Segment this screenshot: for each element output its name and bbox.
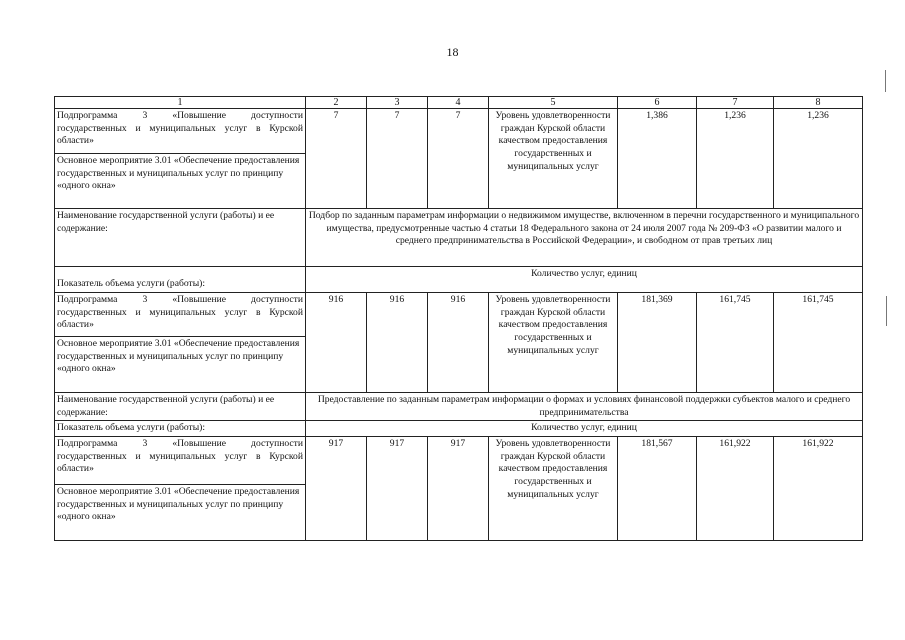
service-label-cell: Наименование государственной услуги (работы) и ее содержание:: [55, 209, 306, 267]
value-cell: 916: [367, 293, 428, 393]
subprogram-cell: Подпрограмма 3 «Повышение доступности государственных и муниципальных услуг в Курской области»: [55, 109, 306, 154]
value-cell: 1,236: [697, 109, 774, 209]
header-cell: 4: [428, 97, 489, 109]
value-cell: 917: [367, 436, 428, 540]
page-number: 18: [446, 45, 459, 59]
measure-cell: Основное мероприятие 3.01 «Обеспечение предоставления государственных и муниципальных услуг по принципу «одного окна»: [55, 337, 306, 393]
value-cell: 1,236: [774, 109, 863, 209]
scan-edge-mark: [885, 70, 886, 92]
value-cell: 916: [428, 293, 489, 393]
header-cell: 1: [55, 97, 306, 109]
table-row: [55, 267, 863, 293]
subprogram-cell: Подпрограмма 3 «Повышение доступности государственных и муниципальных услуг в Курской области»: [55, 436, 306, 484]
service-description-cell: Подбор по заданным параметрам информации о недвижимом имуществе, включенном в перечни государственного и муниципального имущества, предусмотренные частью 4 статьи 18 Федерального закона от 24 июля 2007 года № 209-ФЗ «О развитии малого и среднего предпринимательства в Российской Федерации», и свободном от прав третьих лиц: [306, 209, 863, 267]
value-cell: 917: [306, 436, 367, 540]
table-row: [55, 421, 863, 437]
header-cell: 7: [697, 97, 774, 109]
service-description-cell: Предоставление по заданным параметрам информации о формах и условиях финансовой поддержки субъектов малого и среднего предпринимательства: [306, 393, 863, 421]
header-cell: 2: [306, 97, 367, 109]
value-cell: 1,386: [618, 109, 697, 209]
header-cell: 6: [618, 97, 697, 109]
value-cell: 7: [306, 109, 367, 209]
indicator-cell: Уровень удовлетворенности граждан Курской области качеством предоставления государственных и муниципальных услуг: [489, 293, 618, 393]
table-row: [55, 436, 863, 484]
value-cell: 161,745: [774, 293, 863, 393]
scan-edge-mark: [886, 296, 887, 326]
table-row: [55, 393, 863, 421]
measure-cell: Основное мероприятие 3.01 «Обеспечение предоставления государственных и муниципальных услуг по принципу «одного окна»: [55, 154, 306, 209]
measure-cell: Основное мероприятие 3.01 «Обеспечение предоставления государственных и муниципальных услуг по принципу «одного окна»: [55, 484, 306, 540]
value-cell: 161,922: [774, 436, 863, 540]
value-cell: 161,745: [697, 293, 774, 393]
value-cell: 7: [367, 109, 428, 209]
table-row: [55, 209, 863, 267]
header-cell: 3: [367, 97, 428, 109]
subprogram-cell: Подпрограмма 3 «Повышение доступности государственных и муниципальных услуг в Курской области»: [55, 293, 306, 337]
value-cell: 917: [428, 436, 489, 540]
table-header-row: [55, 97, 863, 109]
volume-unit-cell: Количество услуг, единиц: [306, 267, 863, 293]
volume-label-cell: Показатель объема услуги (работы):: [55, 267, 306, 293]
value-cell: 916: [306, 293, 367, 393]
value-cell: 7: [428, 109, 489, 209]
table-row: [55, 109, 863, 154]
indicators-table: [54, 96, 863, 541]
value-cell: 161,922: [697, 436, 774, 540]
volume-unit-cell: Количество услуг, единиц: [306, 421, 863, 437]
indicator-cell: Уровень удовлетворенности граждан Курской области качеством предоставления государственных и муниципальных услуг: [489, 436, 618, 540]
service-label-cell: Наименование государственной услуги (работы) и ее содержание:: [55, 393, 306, 421]
table-row: [55, 293, 863, 337]
indicator-cell: Уровень удовлетворенности граждан Курской области качеством предоставления государственных и муниципальных услуг: [489, 109, 618, 209]
header-cell: 8: [774, 97, 863, 109]
header-cell: 5: [489, 97, 618, 109]
volume-label-cell: Показатель объема услуги (работы):: [55, 421, 306, 437]
value-cell: 181,369: [618, 293, 697, 393]
value-cell: 181,567: [618, 436, 697, 540]
